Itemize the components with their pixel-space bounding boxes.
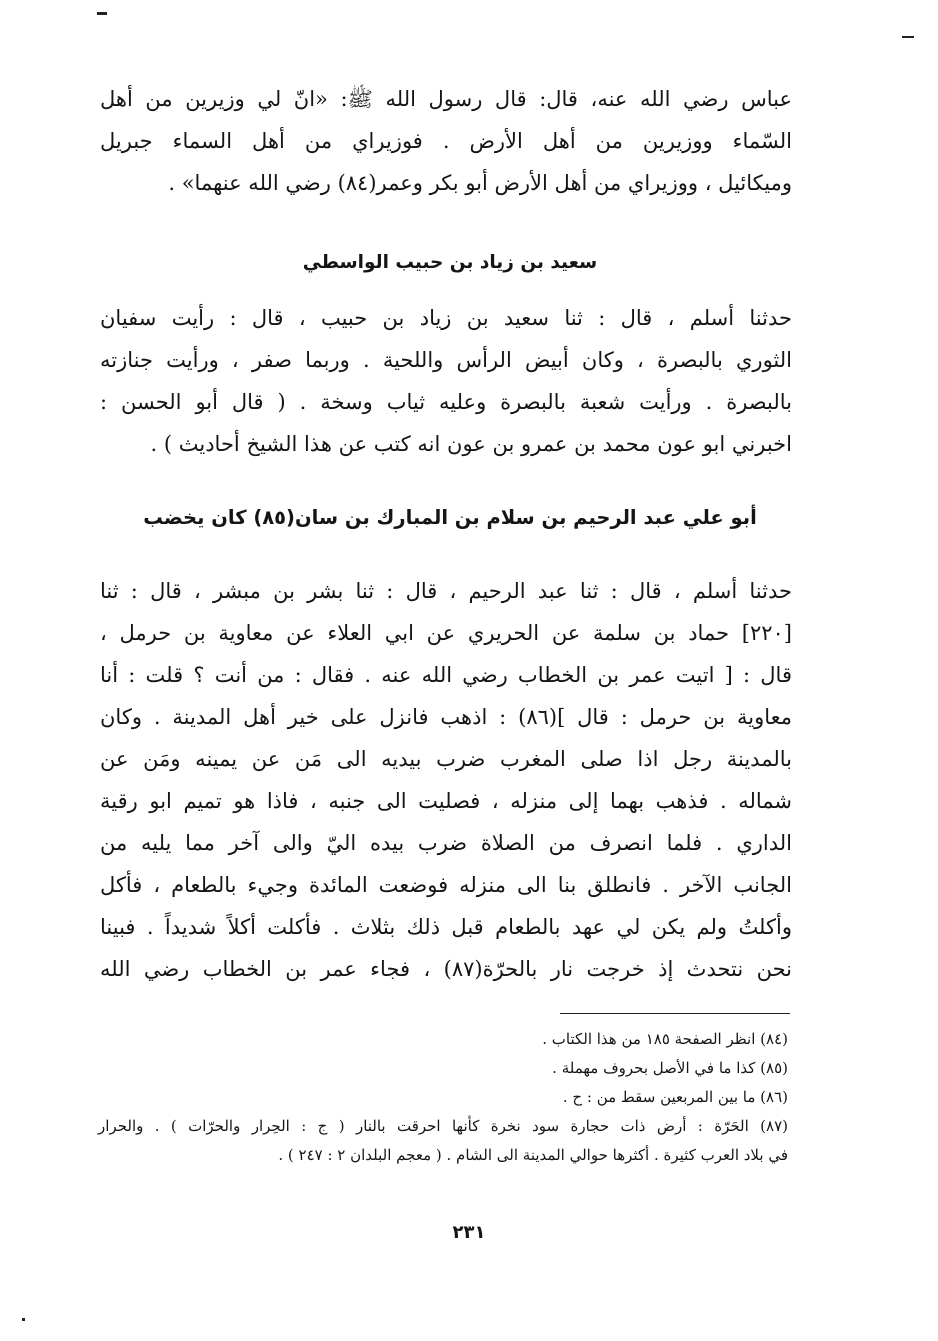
footnote: (٨٦) ما بين المربعين سقط من : ح . bbox=[562, 1088, 788, 1106]
footnote-continuation: في بلاد العرب كثيرة . أكثرها حوالي المدينة الى الشام . ( معجم البلدان ٢ : ٢٤٧ ) . bbox=[278, 1146, 788, 1164]
section-heading-1: سعيد بن زياد بن حبيب الواسطي bbox=[302, 252, 598, 273]
section-heading-2: أبو علي عبد الرحيم بن سلام بن المبارك بن سان(٨٥) كان يخضب bbox=[143, 506, 757, 529]
footnote: (٨٤) انظر الصفحة ١٨٥ من هذا الكتاب . bbox=[542, 1030, 788, 1048]
text-line: اخبرني ابو عون محمد بن عمرو بن عون انه كتب عن هذا الشيخ أحاديث ) . bbox=[150, 432, 792, 456]
text-line: حدثنا أسلم ، قال : ثنا سعيد بن زياد بن حبيب ، قال : رأيت سفيان bbox=[100, 306, 792, 330]
text-line: قال : [ اتيت عمر بن الخطاب رضي الله عنه . فقال : من أنت ؟ قلت : أنا bbox=[100, 663, 792, 687]
scan-mark-bottom-left bbox=[22, 1318, 25, 1321]
scan-mark-top-left bbox=[97, 12, 107, 15]
text-line: بالمدينة رجل اذا صلى المغرب ضرب بيديه الى مَن عن يمينه ومَن عن bbox=[100, 747, 792, 771]
scan-mark-top-right bbox=[902, 36, 914, 38]
text-line: السّماء ووزيرين من أهل الأرض . فوزيراي من أهل السماء جبريل bbox=[100, 129, 792, 153]
paragraph-1 bbox=[100, 78, 792, 204]
text-line: معاوية بن حرمل : قال ](٨٦) : اذهب فانزل على خير أهل المدينة . وكان bbox=[100, 705, 792, 729]
text-line: الجانب الآخر . فانطلق بنا الى منزله فوضعت المائدة وجيء بالطعام ، فأكل bbox=[100, 873, 792, 897]
text-line: [٢٢٠] حماد بن سلمة عن الحريري عن ابي العلاء عن معاوية بن حرمل ، bbox=[100, 621, 792, 645]
paragraph-2 bbox=[100, 297, 792, 465]
text-line: الداري . فلما انصرف من الصلاة ضرب بيده اليّ والى آخر مما يليه من bbox=[100, 831, 792, 855]
text-line: نحن نتحدث إذ خرجت نار بالحرّة(٨٧) ، فجاء عمر بن الخطاب رضي الله bbox=[100, 957, 792, 981]
footnote: (٨٥) كذا ما في الأصل بحروف مهملة . bbox=[552, 1059, 788, 1077]
text-line: عباس رضي الله عنه، قال: قال رسول الله ﷺ: «انّ لي وزيرين من أهل bbox=[100, 87, 792, 111]
footnotes bbox=[98, 1025, 788, 1170]
text-line: وميكائيل ، ووزيراي من أهل الأرض أبو بكر وعمر(٨٤) رضي الله عنهما» . bbox=[168, 171, 792, 195]
footnote: (٨٧) الحَرّة : أرض ذات حجارة سود نخرة كأنها احرقت بالنار ( ج : الحِرار والحرّات ) . والحرار bbox=[98, 1117, 788, 1135]
text-line: شماله . فذهب بهما إلى منزله ، فصليت الى جنبه ، فاذا هو تميم ابو رقية bbox=[100, 789, 792, 813]
text-line: حدثنا أسلم ، قال : ثنا عبد الرحيم ، قال : ثنا بشر بن مبشر ، قال : ثنا bbox=[100, 579, 792, 603]
footnote-separator bbox=[560, 1013, 790, 1014]
text-line: بالبصرة . ورأيت شعبة بالبصرة وعليه ثياب وسخة . ( قال أبو الحسن : bbox=[100, 390, 792, 414]
page-number: ٢٣١ bbox=[452, 1222, 486, 1243]
paragraph-3 bbox=[100, 570, 792, 990]
text-line: وأكلتُ ولم يكن لي عهد بالطعام قبل ذلك بثلاث . فأكلت أكلاً شديداً . فبينا bbox=[100, 915, 792, 939]
text-line: الثوري بالبصرة ، وكان أبيض الرأس واللحية . وربما صفر ، ورأيت جنازته bbox=[100, 348, 792, 372]
